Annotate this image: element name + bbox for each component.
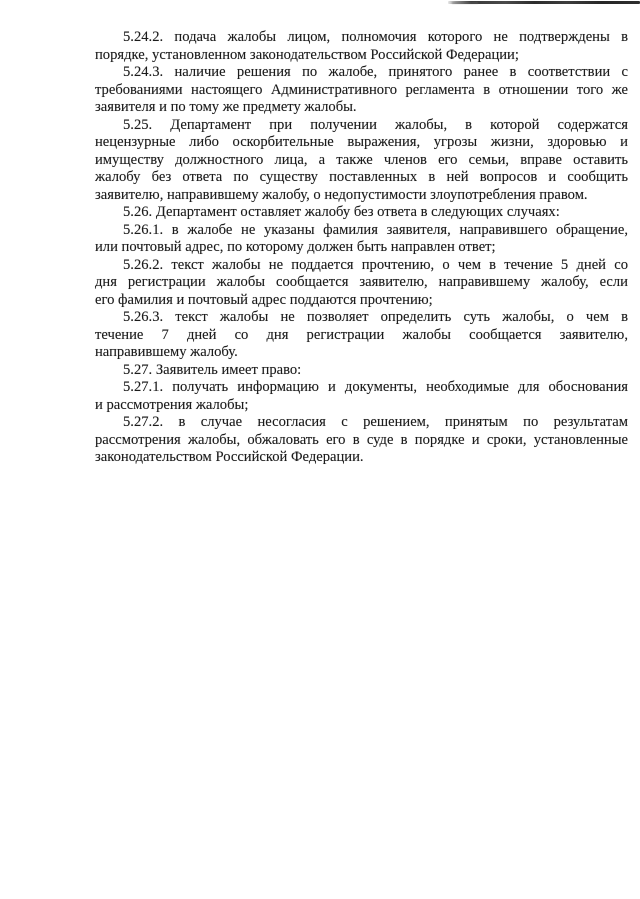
text-line: 5.27.1. получать информацию и документы, необходимые для обоснования bbox=[123, 379, 628, 395]
paragraph-5.26.3 bbox=[95, 309, 628, 362]
text-line: дня регистрации жалобы сообщается заявителю, направившему жалобу, если bbox=[95, 274, 628, 290]
text-line: рассмотрения жалобы, обжаловать его в суде в порядке и сроки, установленные bbox=[95, 431, 628, 448]
paragraph-5.24.2 bbox=[95, 29, 628, 64]
text-line: 5.24.3. наличие решения по жалобе, принятого ранее в соответствии с bbox=[123, 64, 628, 80]
text-line: 5.26.2. текст жалобы не поддается прочтению, о чем в течение 5 дней со bbox=[123, 256, 628, 273]
text-line: нецензурные либо оскорбительные выражения, угрозы жизни, здоровью и bbox=[95, 134, 628, 150]
text-line: течение 7 дней со дня регистрации жалобы сообщается заявителю, bbox=[95, 326, 628, 343]
paragraph-5.25 bbox=[95, 117, 628, 205]
text-line: заявителю, направившему жалобу, о недопустимости злоупотребления правом. bbox=[95, 186, 588, 203]
text-line: имуществу должностного лица, а также членов его семьи, вправе оставить bbox=[95, 151, 628, 168]
paragraph-5.27 bbox=[95, 362, 628, 380]
text-line: 5.26. Департамент оставляет жалобу без ответа в следующих случаях: bbox=[123, 204, 560, 220]
text-line: заявителя и по тому же предмету жалобы. bbox=[95, 99, 357, 115]
text-line: и рассмотрения жалобы; bbox=[95, 396, 249, 413]
document-text-block bbox=[95, 29, 628, 467]
paragraph-5.24.3 bbox=[95, 64, 628, 117]
text-line: законодательством Российской Федерации. bbox=[95, 449, 364, 465]
text-line: или почтовый адрес, по которому должен быть направлен ответ; bbox=[95, 239, 496, 255]
text-line: его фамилия и почтовый адрес поддаются прочтению; bbox=[95, 291, 433, 308]
paragraph-5.26 bbox=[95, 204, 628, 222]
text-line: 5.26.1. в жалобе не указаны фамилия заявителя, направившего обращение, bbox=[123, 221, 628, 238]
paragraph-5.26.1 bbox=[95, 222, 628, 257]
text-line: 5.25. Департамент при получении жалобы, в которой содержатся bbox=[123, 116, 628, 133]
text-line: порядке, установленном законодательством Российской Федерации; bbox=[95, 46, 519, 63]
text-line: жалобу без ответа по существу поставленных в ней вопросов и сообщить bbox=[95, 169, 628, 185]
paragraph-5.26.2 bbox=[95, 257, 628, 310]
text-line: направившему жалобу. bbox=[95, 344, 238, 360]
scan-smudge-mark bbox=[452, 2, 478, 4]
paragraph-5.27.1 bbox=[95, 379, 628, 414]
text-line: 5.27.2. в случае несогласия с решением, принятым по результатам bbox=[123, 414, 628, 430]
paragraph-5.27.2 bbox=[95, 414, 628, 467]
text-line: 5.24.2. подача жалобы лицом, полномочия которого не подтверждены в bbox=[123, 29, 628, 45]
text-line: 5.26.3. текст жалобы не позволяет определить суть жалобы, о чем в bbox=[123, 309, 628, 325]
text-line: требованиями настоящего Административного регламента в отношении того же bbox=[95, 81, 628, 98]
text-line: 5.27. Заявитель имеет право: bbox=[123, 361, 302, 378]
